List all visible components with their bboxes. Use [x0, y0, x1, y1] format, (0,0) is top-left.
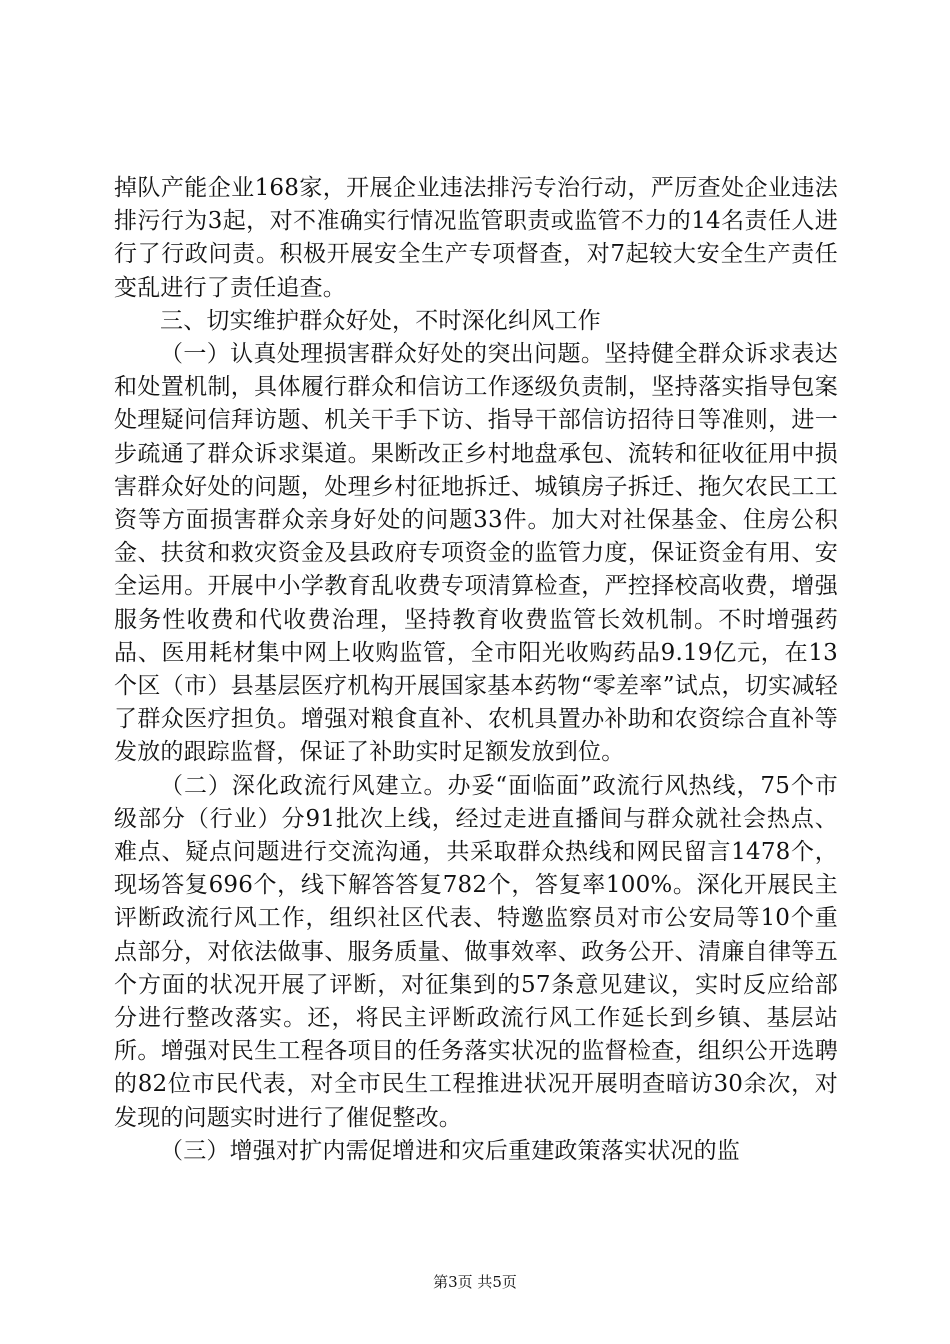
paragraph-item-1: （一）认真处理损害群众好处的突出问题。坚持健全群众诉求表达和处置机制，具体履行群众和信访工作逐级负责制，坚持落实指导包案处理疑问信拜访题、机关干手下访、指导干部信访招待日等准则，进一步疏通了群众诉求渠道。果断改正乡村地盘承包、流转和征收征用中损害群众好处的问题，处理乡村征地拆迁、城镇房子拆迁、拖欠农民工工资等方面损害群众亲身好处的问题33件。加大对社保基金、住房公积金、扶贫和救灾资金及县政府专项资金的监管力度，保证资金有用、安全运用。开展中小学教育乱收费专项清算检查，严控择校高收费，增强服务性收费和代收费治理，坚持教育收费监管长效机制。不时增强药品、医用耗材集中网上收购监管，全市阳光收购药品9.19亿元，在13个区（市）县基层医疗机构开展国家基本药物“零差率”试点，切实减轻了群众医疗担负。增强对粮食直补、农机具置办补助和农资综合直补等发放的跟踪监督，保证了补助实时足额发放到位。 — [114, 341, 838, 766]
paragraph-item-3: （三）增强对扩内需促增进和灾后重建政策落实状况的监 — [160, 1137, 740, 1164]
section-heading-3: 三、切实维护群众好处，不时深化纠风工作 — [160, 307, 601, 334]
paragraph-continuation: 掉队产能企业168家，开展企业违法排污专治行动，严厉查处企业违法排污行为3起，对不准确实行情况监管职责或监管不力的14名责任人进行了行政问责。积极开展安全生产专项督查，对7起较大安全生产责任变乱进行了责任追查。 — [114, 175, 838, 301]
paragraph-item-2: （二）深化政流行风建立。办妥“面临面”政流行风热线，75个市级部分（行业）分91批次上线，经过走进直播间与群众就社会热点、难点、疑点问题进行交流沟通，共采取群众热线和网民留言1478个，现场答复696个，线下解答答复782个，答复率100%。深化开展民主评断政流行风工作，组织社区代表、特邀监察员对市公安局等10个重点部分，对依法做事、服务质量、做事效率、政务公开、清廉自律等五个方面的状况开展了评断，对征集到的57条意见建议，实时反应给部分进行整改落实。还，将民主评断政流行风工作延长到乡镇、基层站所。增强对民生工程各项目的任务落实状况的监督检查，组织公开选聘的82位市民代表，对全市民生工程推进状况开展明查暗访30余次，对发现的问题实时进行了催促整改。 — [114, 772, 838, 1131]
document-body — [114, 172, 838, 1168]
page-footer: 第3页 共5页 — [433, 1273, 517, 1291]
